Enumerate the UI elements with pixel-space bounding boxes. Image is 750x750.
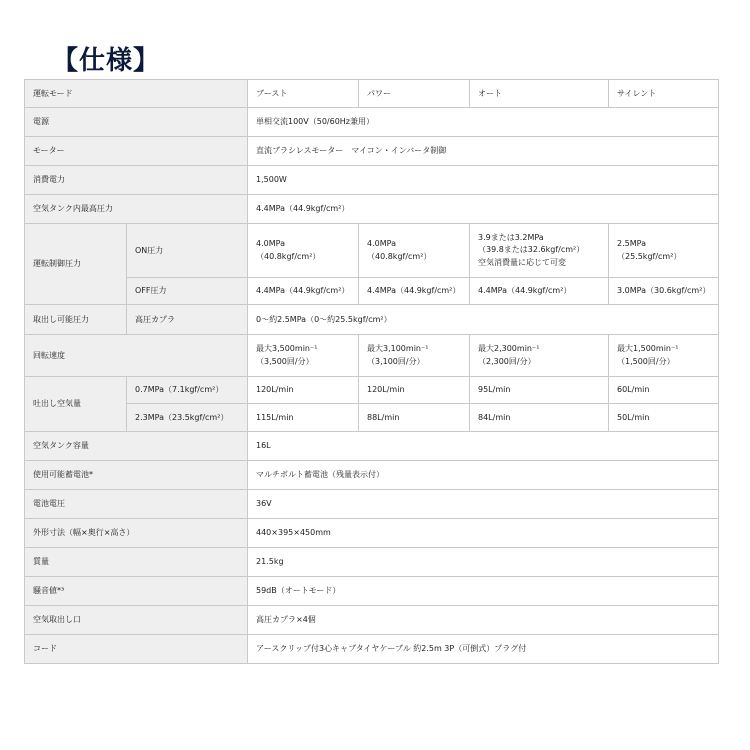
label-air-delivery-23: 2.3MPa（23.5kgf/cm²） xyxy=(127,404,248,432)
row-air-delivery-23 xyxy=(25,404,719,432)
on-pressure-auto-value: 3.9または3.2MPa xyxy=(478,232,544,242)
rotation-auto-value: 最大2,300min⁻¹ xyxy=(478,344,540,354)
spec-table xyxy=(24,79,719,664)
label-usable-pressure: 取出し可能圧力 xyxy=(25,305,127,335)
on-pressure-power-value: 4.0MPa xyxy=(367,239,396,249)
off-pressure-boost: 4.4MPa（44.9kgf/cm²） xyxy=(248,278,359,305)
row-on-pressure xyxy=(25,224,719,278)
row-air-outlet xyxy=(25,606,719,635)
row-power-consumption xyxy=(25,166,719,195)
label-noise: 騒音値*³ xyxy=(25,577,248,606)
label-high-pressure-coupler: 高圧カプラ xyxy=(127,305,248,335)
value-air-outlet: 高圧カプラ×4個 xyxy=(248,606,719,635)
row-rotation-speed xyxy=(25,335,719,377)
row-mode xyxy=(25,80,719,108)
on-pressure-power xyxy=(359,224,470,278)
label-tank-capacity: 空気タンク容量 xyxy=(25,432,248,461)
off-pressure-silent: 3.0MPa（30.6kgf/cm²） xyxy=(609,278,719,305)
air-07-silent: 60L/min xyxy=(609,377,719,404)
label-battery-voltage: 電池電圧 xyxy=(25,490,248,519)
label-air-delivery-07: 0.7MPa（7.1kgf/cm²） xyxy=(127,377,248,404)
label-weight: 質量 xyxy=(25,548,248,577)
value-battery: マルチボルト蓄電池（残量表示付） xyxy=(248,461,719,490)
label-air-outlet: 空気取出し口 xyxy=(25,606,248,635)
value-power-source: 単相交流100V（50/60Hz兼用） xyxy=(248,108,719,137)
row-dimensions xyxy=(25,519,719,548)
off-pressure-auto: 4.4MPa（44.9kgf/cm²） xyxy=(470,278,609,305)
label-control-pressure: 運転制御圧力 xyxy=(25,224,127,305)
rotation-boost xyxy=(248,335,359,377)
label-battery: 使用可能蓄電池* xyxy=(25,461,248,490)
label-motor: モーター xyxy=(25,137,248,166)
page-title: 【仕様】 xyxy=(52,46,161,76)
air-23-silent: 50L/min xyxy=(609,404,719,432)
label-on-pressure: ON圧力 xyxy=(127,224,248,278)
row-usable-pressure xyxy=(25,305,719,335)
on-pressure-auto xyxy=(470,224,609,278)
air-07-boost: 120L/min xyxy=(248,377,359,404)
label-air-delivery: 吐出し空気量 xyxy=(25,377,127,432)
value-dimensions: 440×395×450mm xyxy=(248,519,719,548)
label-mode: 運転モード xyxy=(25,80,248,108)
value-battery-voltage: 36V xyxy=(248,490,719,519)
label-power-consumption: 消費電力 xyxy=(25,166,248,195)
row-tank-max-pressure xyxy=(25,195,719,224)
row-battery xyxy=(25,461,719,490)
row-air-delivery-07 xyxy=(25,377,719,404)
air-07-auto: 95L/min xyxy=(470,377,609,404)
row-power-source xyxy=(25,108,719,137)
mode-silent: サイレント xyxy=(609,80,719,108)
on-pressure-auto-kgf: （39.8または32.6kgf/cm²） xyxy=(478,245,585,255)
row-noise xyxy=(25,577,719,606)
rotation-silent-rpm: （1,500回/分） xyxy=(617,356,675,366)
label-dimensions: 外形寸法（幅×奥行×高さ） xyxy=(25,519,248,548)
value-tank-max-pressure: 4.4MPa（44.9kgf/cm²） xyxy=(248,195,719,224)
value-weight: 21.5kg xyxy=(248,548,719,577)
value-cord: アースクリップ付3心キャブタイヤケーブル 約2.5m 3P（可倒式）プラグ付 xyxy=(248,635,719,664)
label-power-source: 電源 xyxy=(25,108,248,137)
rotation-power-value: 最大3,100min⁻¹ xyxy=(367,344,429,354)
on-pressure-silent xyxy=(609,224,719,278)
label-cord: コード xyxy=(25,635,248,664)
on-pressure-boost-value: 4.0MPa xyxy=(256,239,285,249)
label-off-pressure: OFF圧力 xyxy=(127,278,248,305)
on-pressure-boost-kgf: （40.8kgf/cm²） xyxy=(256,251,321,261)
air-23-boost: 115L/min xyxy=(248,404,359,432)
rotation-auto-rpm: （2,300回/分） xyxy=(478,356,536,366)
rotation-auto xyxy=(470,335,609,377)
air-07-power: 120L/min xyxy=(359,377,470,404)
row-tank-capacity xyxy=(25,432,719,461)
rotation-silent-value: 最大1,500min⁻¹ xyxy=(617,344,679,354)
rotation-power-rpm: （3,100回/分） xyxy=(367,356,425,366)
rotation-boost-rpm: （3,500回/分） xyxy=(256,356,314,366)
value-power-consumption: 1,500W xyxy=(248,166,719,195)
value-usable-pressure: 0～約2.5MPa（0～約25.5kgf/cm²） xyxy=(248,305,719,335)
row-motor xyxy=(25,137,719,166)
value-motor: 直流ブラシレスモーター マイコン・インバータ制御 xyxy=(248,137,719,166)
mode-boost: ブースト xyxy=(248,80,359,108)
air-23-power: 88L/min xyxy=(359,404,470,432)
row-weight xyxy=(25,548,719,577)
rotation-boost-value: 最大3,500min⁻¹ xyxy=(256,344,318,354)
row-cord xyxy=(25,635,719,664)
rotation-power xyxy=(359,335,470,377)
on-pressure-auto-note: 空気消費量に応じて可変 xyxy=(478,257,566,267)
on-pressure-boost xyxy=(248,224,359,278)
row-off-pressure xyxy=(25,278,719,305)
on-pressure-silent-kgf: （25.5kgf/cm²） xyxy=(617,251,682,261)
mode-power: パワー xyxy=(359,80,470,108)
on-pressure-power-kgf: （40.8kgf/cm²） xyxy=(367,251,432,261)
value-tank-capacity: 16L xyxy=(248,432,719,461)
air-23-auto: 84L/min xyxy=(470,404,609,432)
label-tank-max-pressure: 空気タンク内最高圧力 xyxy=(25,195,248,224)
on-pressure-silent-value: 2.5MPa xyxy=(617,239,646,249)
off-pressure-power: 4.4MPa（44.9kgf/cm²） xyxy=(359,278,470,305)
mode-auto: オート xyxy=(470,80,609,108)
rotation-silent xyxy=(609,335,719,377)
value-noise: 59dB（オートモード） xyxy=(248,577,719,606)
row-battery-voltage xyxy=(25,490,719,519)
label-rotation-speed: 回転速度 xyxy=(25,335,248,377)
